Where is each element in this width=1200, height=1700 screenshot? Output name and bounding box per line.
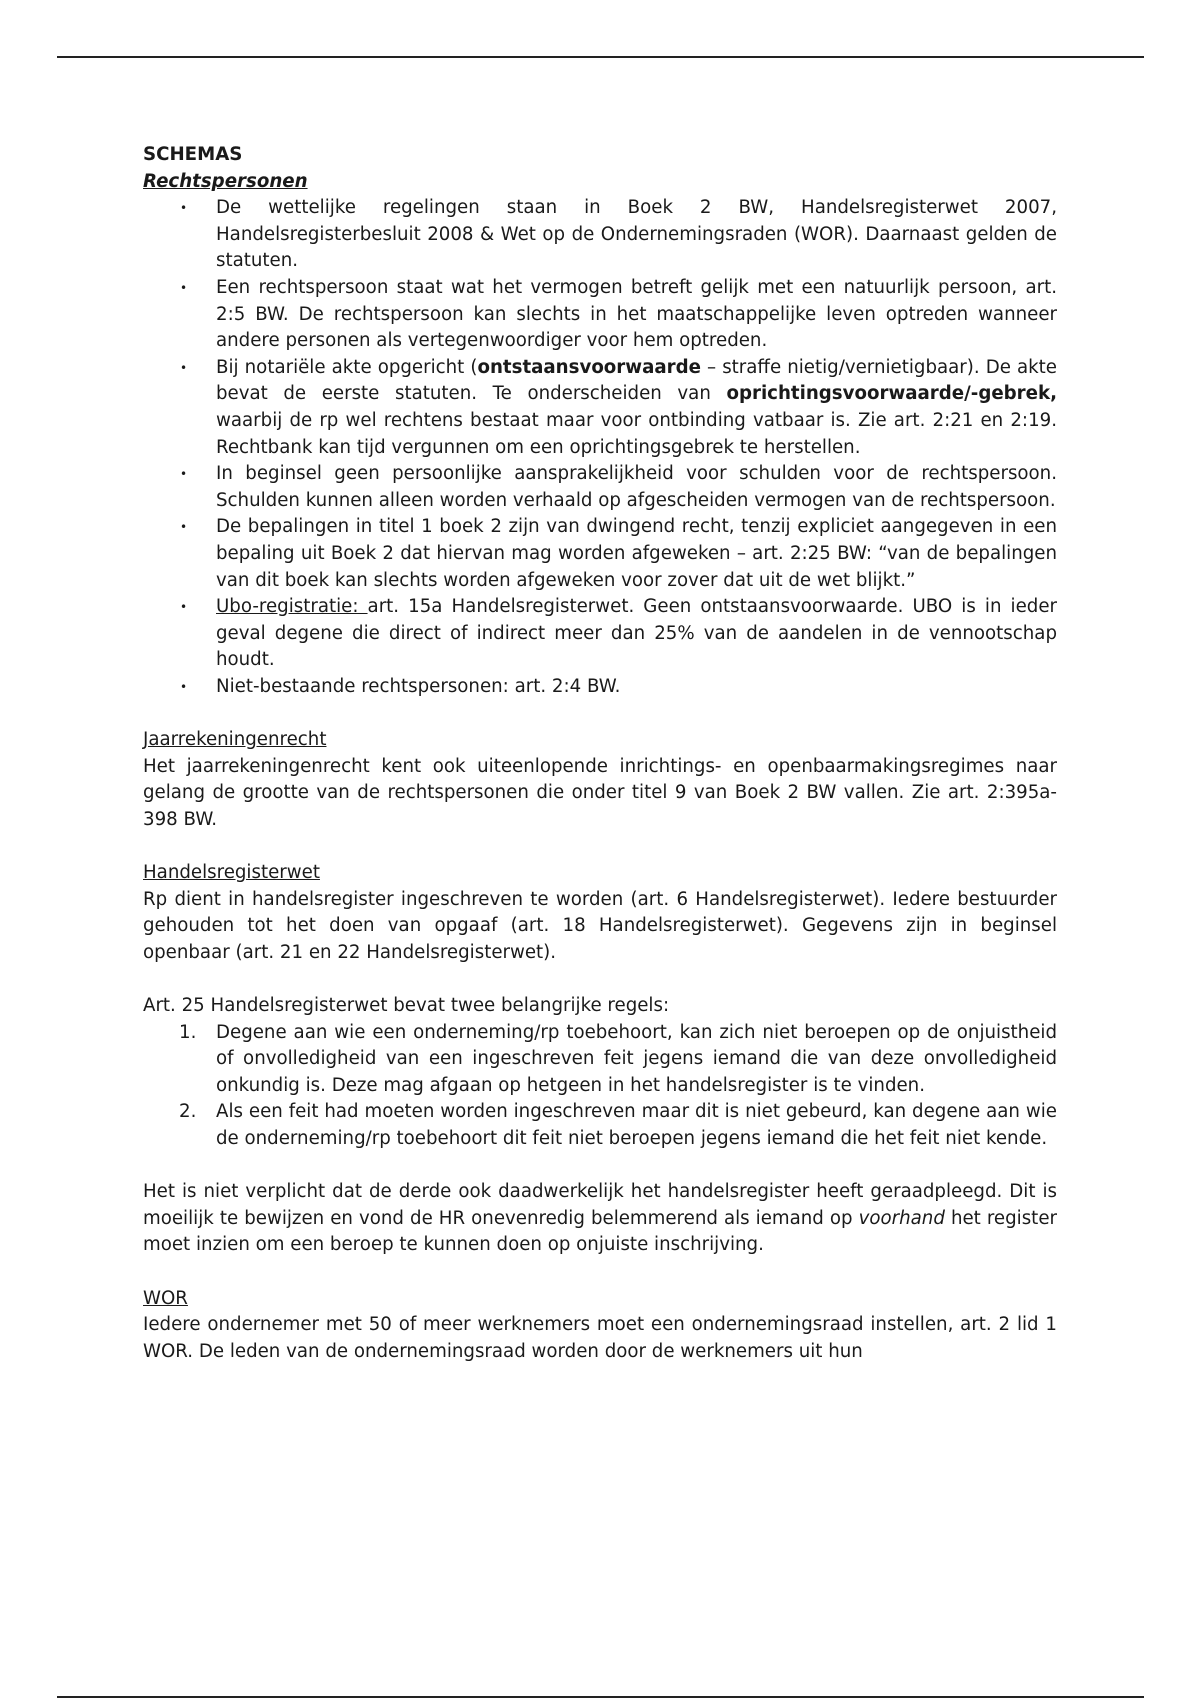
paragraph-art25-intro: Art. 25 Handelsregisterwet bevat twee belangrijke regels: xyxy=(143,995,670,1016)
list-item xyxy=(143,514,1057,594)
emphasis-voorhand: voorhand xyxy=(858,1207,945,1229)
spacer xyxy=(143,1259,1057,1286)
list-item xyxy=(143,275,1057,355)
heading-wor: WOR xyxy=(143,1287,188,1309)
list-item-text: De bepalingen in titel 1 boek 2 zijn van dwingend recht, tenzij expliciet aangegeven in een bepaling uit Boek 2 dat hiervan mag worden afgeweken – art. 2:25 BW: “van de bepalingen van dit boek kan slechts worden afgeweken voor zover dat uit de wet blijkt.” xyxy=(216,516,1057,591)
list-item xyxy=(143,355,1057,461)
document-title: SCHEMAS xyxy=(143,144,243,165)
bullet-icon: • xyxy=(180,467,188,482)
bullet-icon: • xyxy=(180,520,188,535)
list-item-text: art. 15a Handelsregisterwet. Geen ontstaansvoorwaarde. UBO is in ieder geval degene die direct of indirect meer dan 25% van de aandelen in de vennootschap houdt. xyxy=(216,596,1057,671)
paragraph-jaarrekeningenrecht: Het jaarrekeningenrecht kent ook uiteenlopende inrichtings- en openbaarmakingsregimes naar gelang de grootte van de rechtspersonen die onder titel 9 van Boek 2 BW vallen. Zie art. 2:395a-398 BW. xyxy=(143,755,1057,830)
list-item-text: Een rechtspersoon staat wat het vermogen betreft gelijk met een natuurlijk persoon, art. 2:5 BW. De rechtspersoon kan slechts in het maatschappelijke leven optreden wanneer andere personen als vertegenwoordiger voor hem optreden. xyxy=(216,276,1057,352)
list-item xyxy=(143,1020,1057,1100)
list-item xyxy=(143,1099,1057,1152)
term-ubo-registratie: Ubo-registratie: xyxy=(216,596,368,618)
art25-rules-list xyxy=(143,1020,1057,1153)
list-item-text: De wettelijke regelingen staan in Boek 2 BW, Handelsregisterwet 2007, Handelsregisterbesluit 2008 & Wet op de Ondernemingsraden (WOR). Daarnaast gelden de statuten. xyxy=(216,197,1057,272)
list-item-text: In beginsel geen persoonlijke aansprakelijkheid voor schulden voor de rechtspersoon. Schulden kunnen alleen worden verhaald op afgescheiden vermogen van de rechtspersoon. xyxy=(216,463,1057,511)
bullet-icon: • xyxy=(180,280,188,295)
bullet-icon: • xyxy=(180,360,188,375)
list-item-text: Niet-bestaande rechtspersonen: art. 2:4 BW. xyxy=(216,675,621,697)
paragraph-wor: Iedere ondernemer met 50 of meer werknemers moet een ondernemingsraad instellen, art. 2 lid 1 WOR. De leden van de ondernemingsraad worden door de werknemers uit hun xyxy=(143,1314,1057,1362)
spacer xyxy=(143,833,1057,860)
bullet-icon: • xyxy=(180,679,188,694)
section-title-rechtspersonen: Rechtspersonen xyxy=(143,170,308,192)
list-item xyxy=(143,195,1057,275)
paragraph-handelsregister-closing xyxy=(143,1179,1057,1259)
document-body xyxy=(143,142,1057,1365)
header-rule xyxy=(57,56,1144,58)
bullet-icon: • xyxy=(180,600,188,615)
list-item xyxy=(143,594,1057,674)
bullet-icon: • xyxy=(180,201,188,216)
list-number: 2. xyxy=(179,1101,197,1123)
paragraph-text: Het is niet verplicht dat de derde ook daadwerkelijk het handelsregister heeft geraadpleegd. Dit is moeilijk te bewijzen en vond de HR onevenredig belemmerend als iemand op xyxy=(143,1181,1057,1229)
list-number: 1. xyxy=(179,1021,197,1043)
term-ontstaansvoorwaarde: ontstaansvoorwaarde xyxy=(477,356,701,378)
list-item xyxy=(143,674,1057,701)
list-item-text: Als een feit had moeten worden ingeschreven maar dit is niet gebeurd, kan degene aan wie de onderneming/rp toebehoort dit feit niet beroepen jegens iemand die het feit niet kende. xyxy=(216,1101,1057,1149)
list-item-text: – straffe nietig/vernietigbaar). De akte bevat de eerste statuten. Te onderscheiden van xyxy=(216,356,1057,405)
footer-rule xyxy=(57,1696,1144,1698)
spacer xyxy=(143,700,1057,727)
rechtspersonen-bullet-list xyxy=(143,195,1057,700)
list-item xyxy=(143,461,1057,514)
list-item-text: waarbij de rp wel rechtens bestaat maar voor ontbinding vatbaar is. Zie art. 2:21 en 2:19. Rechtbank kan tijd vergunnen om een oprichtingsgebrek te herstellen. xyxy=(216,409,1057,458)
paragraph-handelsregisterwet: Rp dient in handelsregister ingeschreven te worden (art. 6 Handelsregisterwet). Iedere bestuurder gehouden tot het doen van opgaaf (art. 18 Handelsregisterwet). Gegevens zijn in beginsel openbaar (art. 21 en 22 Handelsregisterwet). xyxy=(143,888,1057,963)
term-oprichtingsvoorwaarde: oprichtingsvoorwaarde/-gebrek, xyxy=(726,383,1057,405)
spacer xyxy=(143,966,1057,993)
heading-jaarrekeningenrecht: Jaarrekeningenrecht xyxy=(143,729,327,751)
heading-handelsregisterwet: Handelsregisterwet xyxy=(143,862,320,884)
list-item-text: Bij notariële akte opgericht ( xyxy=(216,356,478,378)
list-item-text: Degene aan wie een onderneming/rp toebehoort, kan zich niet beroepen op de onjuistheid of onvolledigheid van een ingeschreven feit jegens iemand die van deze onvolledigheid onkundig is. Deze mag afgaan op hetgeen in het handelsregister is te vinden. xyxy=(216,1021,1057,1096)
spacer xyxy=(143,1153,1057,1180)
paragraph-text: het register moet inzien om een beroep te kunnen doen op onjuiste inschrijving. xyxy=(143,1207,1057,1256)
